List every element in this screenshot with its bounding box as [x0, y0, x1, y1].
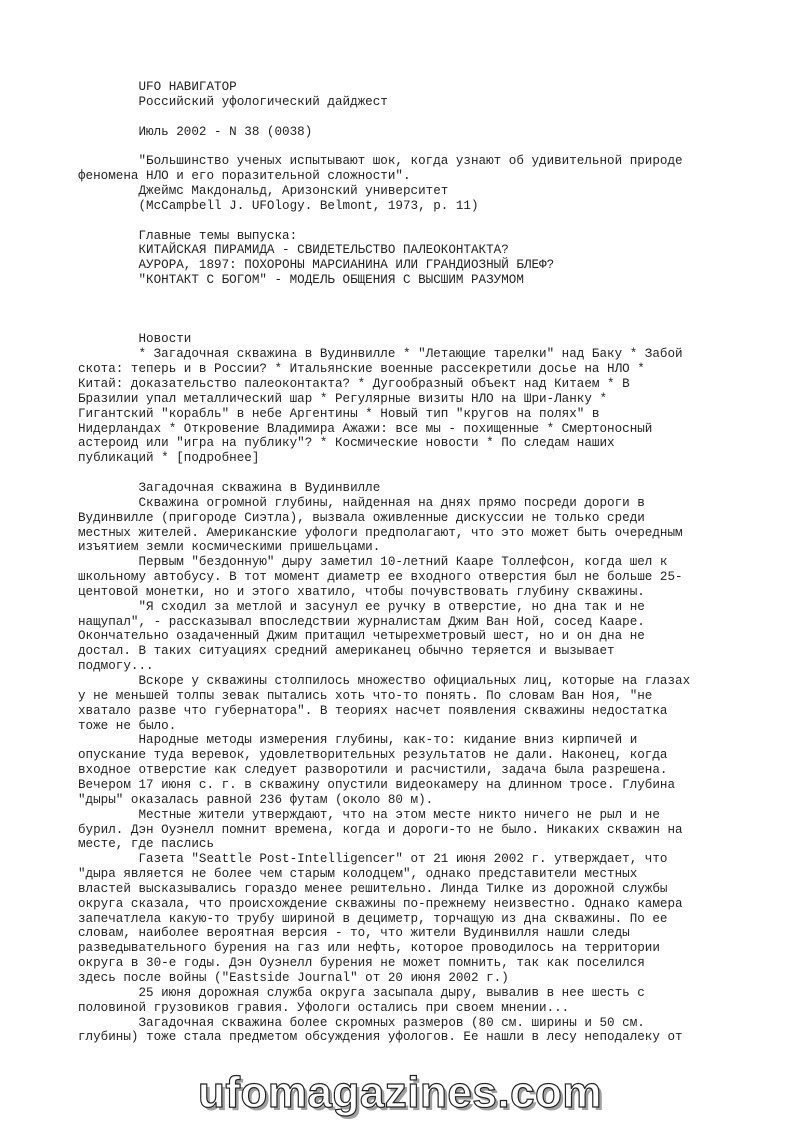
- text-line: UFO НАВИГАТОР: [78, 80, 237, 94]
- text-line: Нидерландах * Откровение Владимира Ажажи: все мы - похищенные * Смертоносный: [78, 421, 653, 436]
- text-line: АУРОРА, 1897: ПОХОРОНЫ МАРСИАНИНА ИЛИ ГРАНДИОЗНЫЙ БЛЕФ?: [78, 258, 555, 273]
- text-line: округа сказала, что происхождение скважины по-прежнему неизвестно. Однако камера: [78, 896, 683, 911]
- text-line: Главные темы выпуска:: [78, 228, 298, 243]
- text-line: разведывательного бурения на газ или нефть, которое проводилось на территории: [78, 941, 660, 956]
- text-line: Гигантский "корабль" в небе Аргентины * Новый тип "кругов на полях" в: [78, 406, 600, 421]
- text-line: изъятием земли космическими пришельцами.: [78, 540, 381, 555]
- text-line: Новости: [78, 332, 192, 347]
- text-line: Июль 2002 - N 38 (0038): [78, 124, 313, 139]
- text-line: Газета "Seattle Post-Intelligencer" от 21 июня 2002 г. утверждает, что: [78, 852, 668, 867]
- text-line: Российский уфологический дайджест: [78, 94, 388, 109]
- text-line: "дыра является не более чем старым колодцем", однако представители местных: [78, 867, 638, 881]
- text-line: у не меньшей толпы зевак пытались хоть что-то понять. По словам Ван Ноя, "не: [78, 688, 653, 703]
- text-line: половиной грузовиков гравия. Уфологи остались при своем мнении...: [78, 1000, 570, 1015]
- text-line: Первым "бездонную" дыру заметил 10-летний Кааре Толлефсон, когда шел к: [78, 555, 668, 570]
- text-line: опускание туда веревок, удовлетворительных результатов не дали. Наконец, когда: [78, 748, 668, 763]
- text-line: здесь после войны ("Eastside Journal" от 20 июня 2002 г.): [78, 971, 509, 985]
- text-line: феномена НЛО и его поразительной сложности".: [78, 169, 411, 184]
- text-line: достал. В таких ситуациях средний американец обычно теряется и вызывает: [78, 644, 615, 659]
- text-line: "дыры" оказалась равной 236 футам (около 80 м).: [78, 792, 434, 807]
- text-line: бурил. Дэн Оуэнелл помнит времена, когда и дороги-то не было. Никаких скважин на: [78, 822, 683, 837]
- text-line: Загадочная скважина в Вудинвилле: [78, 480, 381, 495]
- text-line: 25 июня дорожная служба округа засыпала дыру, вывалив в нее шесть с: [78, 985, 645, 1000]
- watermark-logo: ufomagazines.com: [197, 1068, 603, 1117]
- text-line: Вскоре у скважины столпилось множество официальных лиц, которые на глазах: [78, 674, 691, 688]
- text-line: Скважина огромной глубины, найденная на днях прямо посреди дороги в: [78, 495, 645, 510]
- text-line: Джеймс Макдональд, Аризонский университет: [78, 183, 449, 198]
- text-line: местных жителей. Американские уфологи предполагают, что это может быть очередным: [78, 525, 683, 540]
- text-line: публикаций * [подробнее]: [78, 451, 260, 466]
- text-line: Китай: доказательство палеоконтакта? * Дугообразный объект над Китаем * В: [78, 377, 630, 391]
- text-line: запечатлела какую-то трубу шириной в дециметр, торчащую из дна скважины. По ее: [78, 911, 668, 926]
- text-line: астероид или "игра на публику"? * Космические новости * По следам наших: [78, 436, 615, 451]
- text-line: нащупал", - рассказывал впоследствии журналистам Джим Ван Ной, сосед Кааре.: [78, 614, 645, 629]
- text-line: Вудинвилле (пригороде Сиэтла), вызвала оживленные дискуссии не только среди: [78, 510, 645, 525]
- text-line: месте, где паслись: [78, 837, 215, 852]
- text-line: "Большинство ученых испытывают шок, когда узнают об удивительной природе: [78, 154, 683, 169]
- text-line: (McCampbell J. UFOlogy. Belmont, 1973, p. 11): [78, 198, 479, 213]
- text-line: скота: теперь и в России? * Итальянские военные рассекретили досье на НЛО *: [78, 362, 645, 377]
- text-line: Местные жители утверждают, что на этом месте никто ничего не рыл и не: [78, 807, 660, 822]
- text-line: * Загадочная скважина в Вудинвилле * "Летающие тарелки" над Баку * Забой: [78, 347, 683, 362]
- text-line: "Я сходил за метлой и засунул ее ручку в отверстие, но дна так и не: [78, 599, 645, 614]
- text-line: властей высказывались гораздо менее решительно. Линда Тилке из дорожной службы: [78, 881, 668, 896]
- text-line: тоже не было.: [78, 718, 177, 733]
- text-line: входное отверстие как следует разворотили и расчистили, задача была разрешена.: [78, 763, 668, 778]
- text-line: округа в 30-е годы. Дэн Оуэнелл бурения не может помнить, так как поселился: [78, 956, 645, 971]
- text-line: Бразилии упал металлический шар * Регулярные визиты НЛО на Шри-Ланку *: [78, 391, 608, 406]
- text-line: школьному автобусу. В тот момент диаметр ее входного отверстия был не больше 25-: [78, 570, 683, 584]
- text-line: глубины) тоже стала предметом обсуждения уфологов. Ее нашли в лесу неподалеку от: [78, 1030, 683, 1045]
- text-line: хватало разве что губернатора". В теориях насчет появления скважины недостатка: [78, 703, 668, 718]
- text-line: подмогу...: [78, 659, 154, 674]
- text-line: Окончательно озадаченный Джим притащил четырехметровый шест, но и он дна не: [78, 629, 645, 644]
- text-line: Вечером 17 июня с. г. в скважину опустили видеокамеру на длинном тросе. Глубина: [78, 777, 676, 792]
- text-line: центовой монетки, но и этого хватило, чтобы почувствовать глубину скважины.: [78, 584, 645, 599]
- text-line: Народные методы измерения глубины, как-то: кидание вниз кирпичей и: [78, 733, 638, 748]
- text-line: "КОНТАКТ С БОГОМ" - МОДЕЛЬ ОБЩЕНИЯ С ВЫСШИМ РАЗУМОМ: [78, 273, 524, 287]
- text-line: КИТАЙСКАЯ ПИРАМИДА - СВИДЕТЕЛЬСТВО ПАЛЕОКОНТАКТА?: [78, 243, 509, 258]
- text-line: Загадочная скважина более скромных размеров (80 см. ширины и 50 см.: [78, 1015, 645, 1030]
- text-line: словам, наиболее вероятная версия - то, что жители Вудинвилля нашли следы: [78, 926, 630, 941]
